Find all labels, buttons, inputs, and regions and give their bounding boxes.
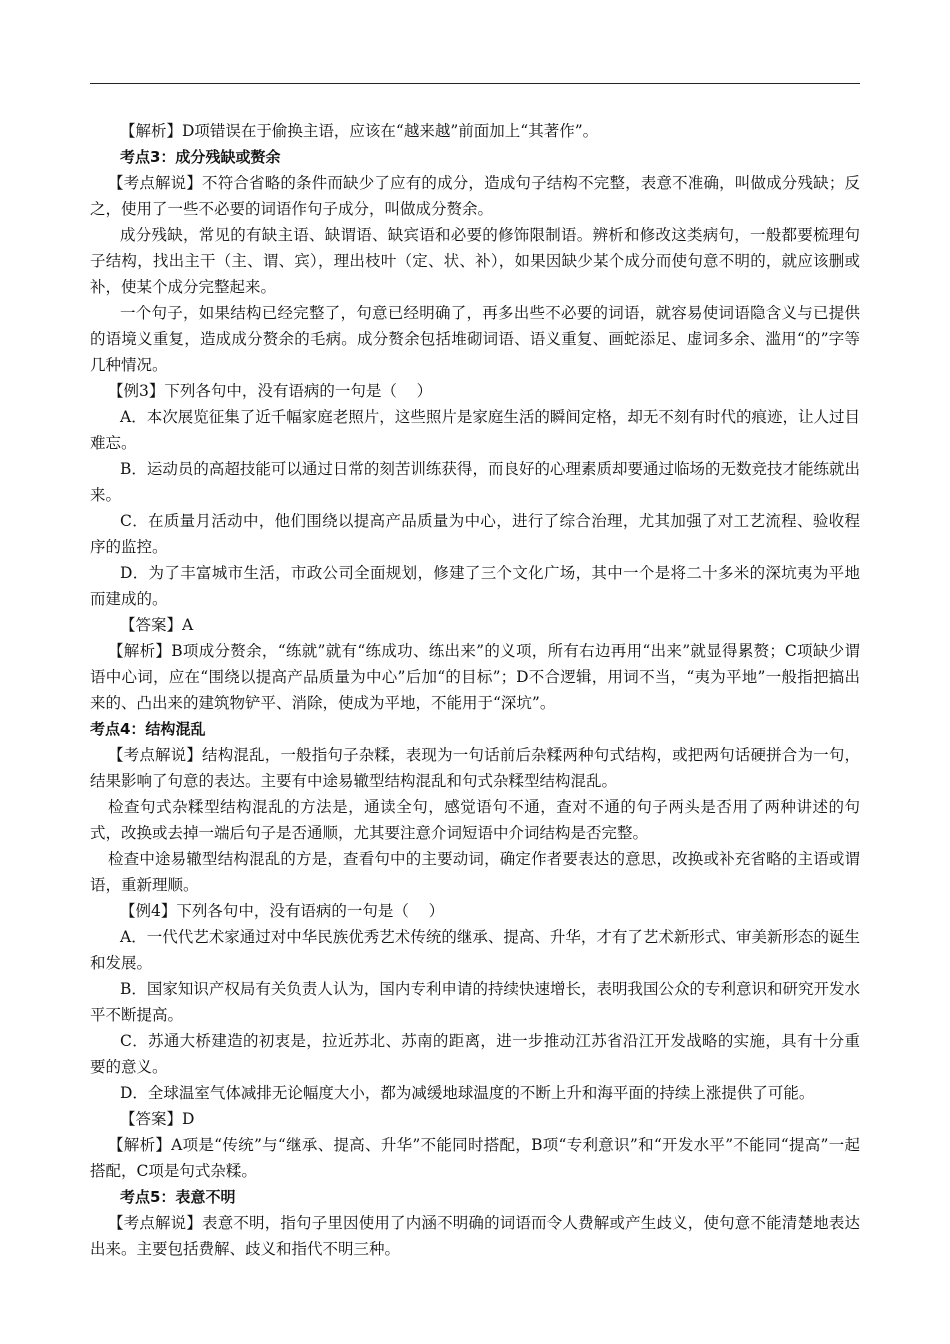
section-heading-4: 考点4：结构混乱 <box>90 720 206 738</box>
answer-line: 【答案】D <box>120 1110 195 1128</box>
header-rule <box>90 83 860 84</box>
explanation-paragraph: 【考点解说】表意不明，指句子里因使用了内涵不明确的词语而令人费解或产生歧义，使句意不能清楚地表达出来。主要包括费解、歧义和指代不明三种。 <box>90 1214 860 1258</box>
analysis-paragraph: 【解析】B项成分赘余，“练就”就有“练成功、练出来”的义项，所有右边再用“出来”就显得累赘；C项缺少谓语中心词，应在“围绕以提高产品质量为中心”后加“的目标”；D不合逻辑，用词不当，“夷为平地”一般指把搞出来的、凸出来的建筑物铲平、消除，使成为平地，不能用于“深坑”。 <box>90 642 860 712</box>
option-c: C．苏通大桥建造的初衷是，拉近苏北、苏南的距离，进一步推动江苏省沿江开发战略的实施，具有十分重要的意义。 <box>90 1032 860 1076</box>
section-heading-5: 考点5：表意不明 <box>120 1188 236 1206</box>
option-a: A．本次展览征集了近千幅家庭老照片，这些照片是家庭生活的瞬间定格，却无不刻有时代的痕迹，让人过目难忘。 <box>90 408 860 452</box>
section-heading-3: 考点3：成分残缺或赘余 <box>120 148 281 166</box>
option-b: B．国家知识产权局有关负责人认为，国内专利申请的持续快速增长，表明我国公众的专利意识和研究开发水平不断提高。 <box>90 980 860 1024</box>
option-c: C．在质量月活动中，他们围绕以提高产品质量为中心，进行了综合治理，尤其加强了对工艺流程、验收程序的监控。 <box>90 512 860 556</box>
analysis-paragraph: 【解析】A项是“传统”与“继承、提高、升华”不能同时搭配，B项“专利意识”和“开发水平”不能同“提高”一起搭配，C项是句式杂糅。 <box>90 1136 860 1180</box>
example-question-4: 【例4】下列各句中，没有语病的一句是（ ） <box>120 902 445 920</box>
example-question-3: 【例3】下列各句中，没有语病的一句是（ ） <box>108 382 433 400</box>
answer-line: 【答案】A <box>120 616 194 634</box>
document-body <box>90 118 860 1262</box>
body-paragraph: 成分残缺，常见的有缺主语、缺谓语、缺宾语和必要的修饰限制语。辨析和修改这类病句，一般都要梳理句子结构，找出主干（主、谓、宾），理出枝叶（定、状、补），如果因缺少某个成分而使句意不明的，就应该删或补，使某个成分完整起来。 <box>90 226 860 296</box>
explanation-paragraph: 【考点解说】不符合省略的条件而缺少了应有的成分，造成句子结构不完整，表意不准确，叫做成分残缺；反之，使用了一些不必要的词语作句子成分，叫做成分赘余。 <box>90 174 860 218</box>
option-d: D．为了丰富城市生活，市政公司全面规划，修建了三个文化广场，其中一个是将二十多米的深坑夷为平地而建成的。 <box>90 564 860 608</box>
body-paragraph: 检查句式杂糅型结构混乱的方法是，通读全句，感觉语句不通，查对不通的句子两头是否用了两种讲述的句式，改换或去掉一端后句子是否通顺，尤其要注意介词短语中介词结构是否完整。 <box>90 798 860 842</box>
option-a: A．一代代艺术家通过对中华民族优秀艺术传统的继承、提高、升华，才有了艺术新形式、审美新形态的诞生和发展。 <box>90 928 860 972</box>
analysis-line: 【解析】D项错误在于偷换主语，应该在“越来越”前面加上“其著作”。 <box>120 122 599 140</box>
body-paragraph: 一个句子，如果结构已经完整了，句意已经明确了，再多出些不必要的词语，就容易使词语隐含义与已提供的语境义重复，造成成分赘余的毛病。成分赘余包括堆砌词语、语义重复、画蛇添足、虚词多余、滥用“的”字等几种情况。 <box>90 304 860 374</box>
option-b: B．运动员的高超技能可以通过日常的刻苦训练获得，而良好的心理素质却要通过临场的无数竞技才能练就出来。 <box>90 460 860 504</box>
option-d: D．全球温室气体减排无论幅度大小，都为减缓地球温度的不断上升和海平面的持续上涨提供了可能。 <box>120 1084 815 1102</box>
explanation-paragraph: 【考点解说】结构混乱，一般指句子杂糅，表现为一句话前后杂糅两种句式结构，或把两句话硬拼合为一句，结果影响了句意的表达。主要有中途易辙型结构混乱和句式杂糅型结构混乱。 <box>90 746 860 790</box>
body-paragraph: 检查中途易辙型结构混乱的方是，查看句中的主要动词，确定作者要表达的意思，改换或补充省略的主语或谓语，重新理顺。 <box>90 850 860 894</box>
